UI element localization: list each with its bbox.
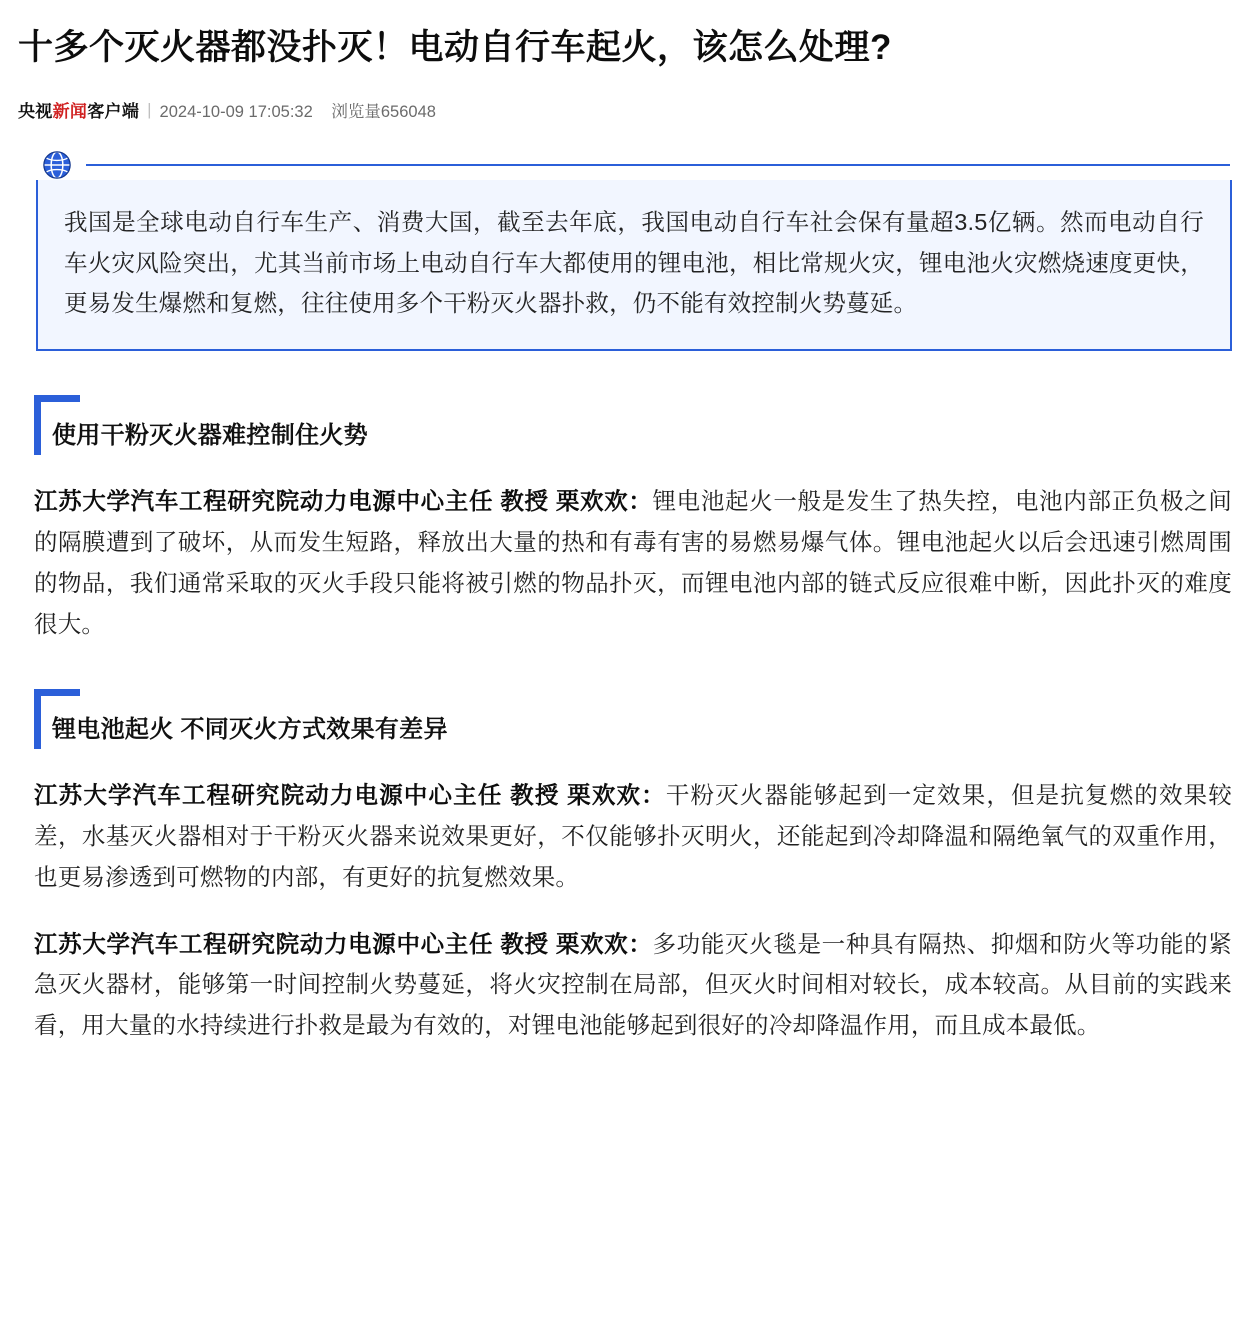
section-title: 锂电池起火 不同灭火方式效果有差异 xyxy=(52,715,448,743)
speaker-label: 江苏大学汽车工程研究院动力电源中心主任 教授 栗欢欢： xyxy=(34,488,653,515)
speaker-label: 江苏大学汽车工程研究院动力电源中心主任 教授 栗欢欢： xyxy=(34,781,666,808)
section-heading-1 xyxy=(18,395,1240,455)
globe-icon xyxy=(42,150,72,180)
byline xyxy=(18,97,1240,122)
paragraph-text: 多功能灭火毯是一种具有隔热、抑烟和防火等功能的紧急灭火器材，能够第一时间控制火势蔓延，将火灾控制在局部，但灭火时间相对较长，成本较高。从目前的实践来看，用大量的水持续进行扑救是最为有效的，对锂电池能够起到很好的冷却降温作用，而且成本最低。 xyxy=(34,930,1232,1039)
paragraph xyxy=(34,481,1232,645)
article-source[interactable] xyxy=(18,97,139,122)
publish-datetime: 2024-10-09 17:05:32 xyxy=(159,102,313,121)
summary-divider xyxy=(86,164,1230,166)
byline-separator: | xyxy=(147,99,152,119)
bracket-icon xyxy=(34,395,80,455)
section-title: 使用干粉灭火器难控制住火势 xyxy=(52,422,368,450)
paragraph-text: 锂电池起火一般是发生了热失控，电池内部正负极之间的隔膜遭到了破坏，从而发生短路，释放出大量的热和有毒有害的易燃易爆气体。锂电池起火以后会迅速引燃周围的物品，我们通常采取的灭火手段只能将被引燃的物品扑灭，而锂电池内部的链式反应很难中断，因此扑灭的难度很大。 xyxy=(34,488,1232,638)
byline-meta xyxy=(160,98,436,122)
source-suffix: 客户端 xyxy=(87,102,140,122)
summary-box xyxy=(36,180,1232,351)
paragraph xyxy=(34,924,1232,1047)
paragraph-text: 干粉灭火器能够起到一定效果，但是抗复燃的效果较差，水基灭火器相对于干粉灭火器来说效果更好，不仅能够扑灭明火，还能起到冷却降温和隔绝氧气的双重作用，也更易渗透到可燃物的内部，有更好的抗复燃效果。 xyxy=(34,781,1232,890)
view-count: 浏览量656048 xyxy=(331,102,436,121)
paragraph xyxy=(34,775,1232,898)
summary-block xyxy=(36,150,1232,351)
page-title: 十多个灭火器都没扑灭！电动自行车起火，该怎么处理? xyxy=(18,28,892,67)
source-highlight: 新闻 xyxy=(52,102,88,122)
summary-text: 我国是全球电动自行车生产、消费大国，截至去年底，我国电动自行车社会保有量超3.5亿辆。然而电动自行车火灾风险突出，尤其当前市场上电动自行车大都使用的锂电池，相比常规火灾，锂电池火灾燃烧速度更快，更易发生爆燃和复燃，往往使用多个干粉灭火器扑救，仍不能有效控制火势蔓延。 xyxy=(64,209,1204,317)
speaker-label: 江苏大学汽车工程研究院动力电源中心主任 教授 栗欢欢： xyxy=(34,930,653,957)
source-prefix: 央视 xyxy=(18,102,53,122)
bracket-icon xyxy=(34,689,80,749)
summary-header xyxy=(36,150,1232,180)
section-heading-2 xyxy=(18,689,1240,749)
